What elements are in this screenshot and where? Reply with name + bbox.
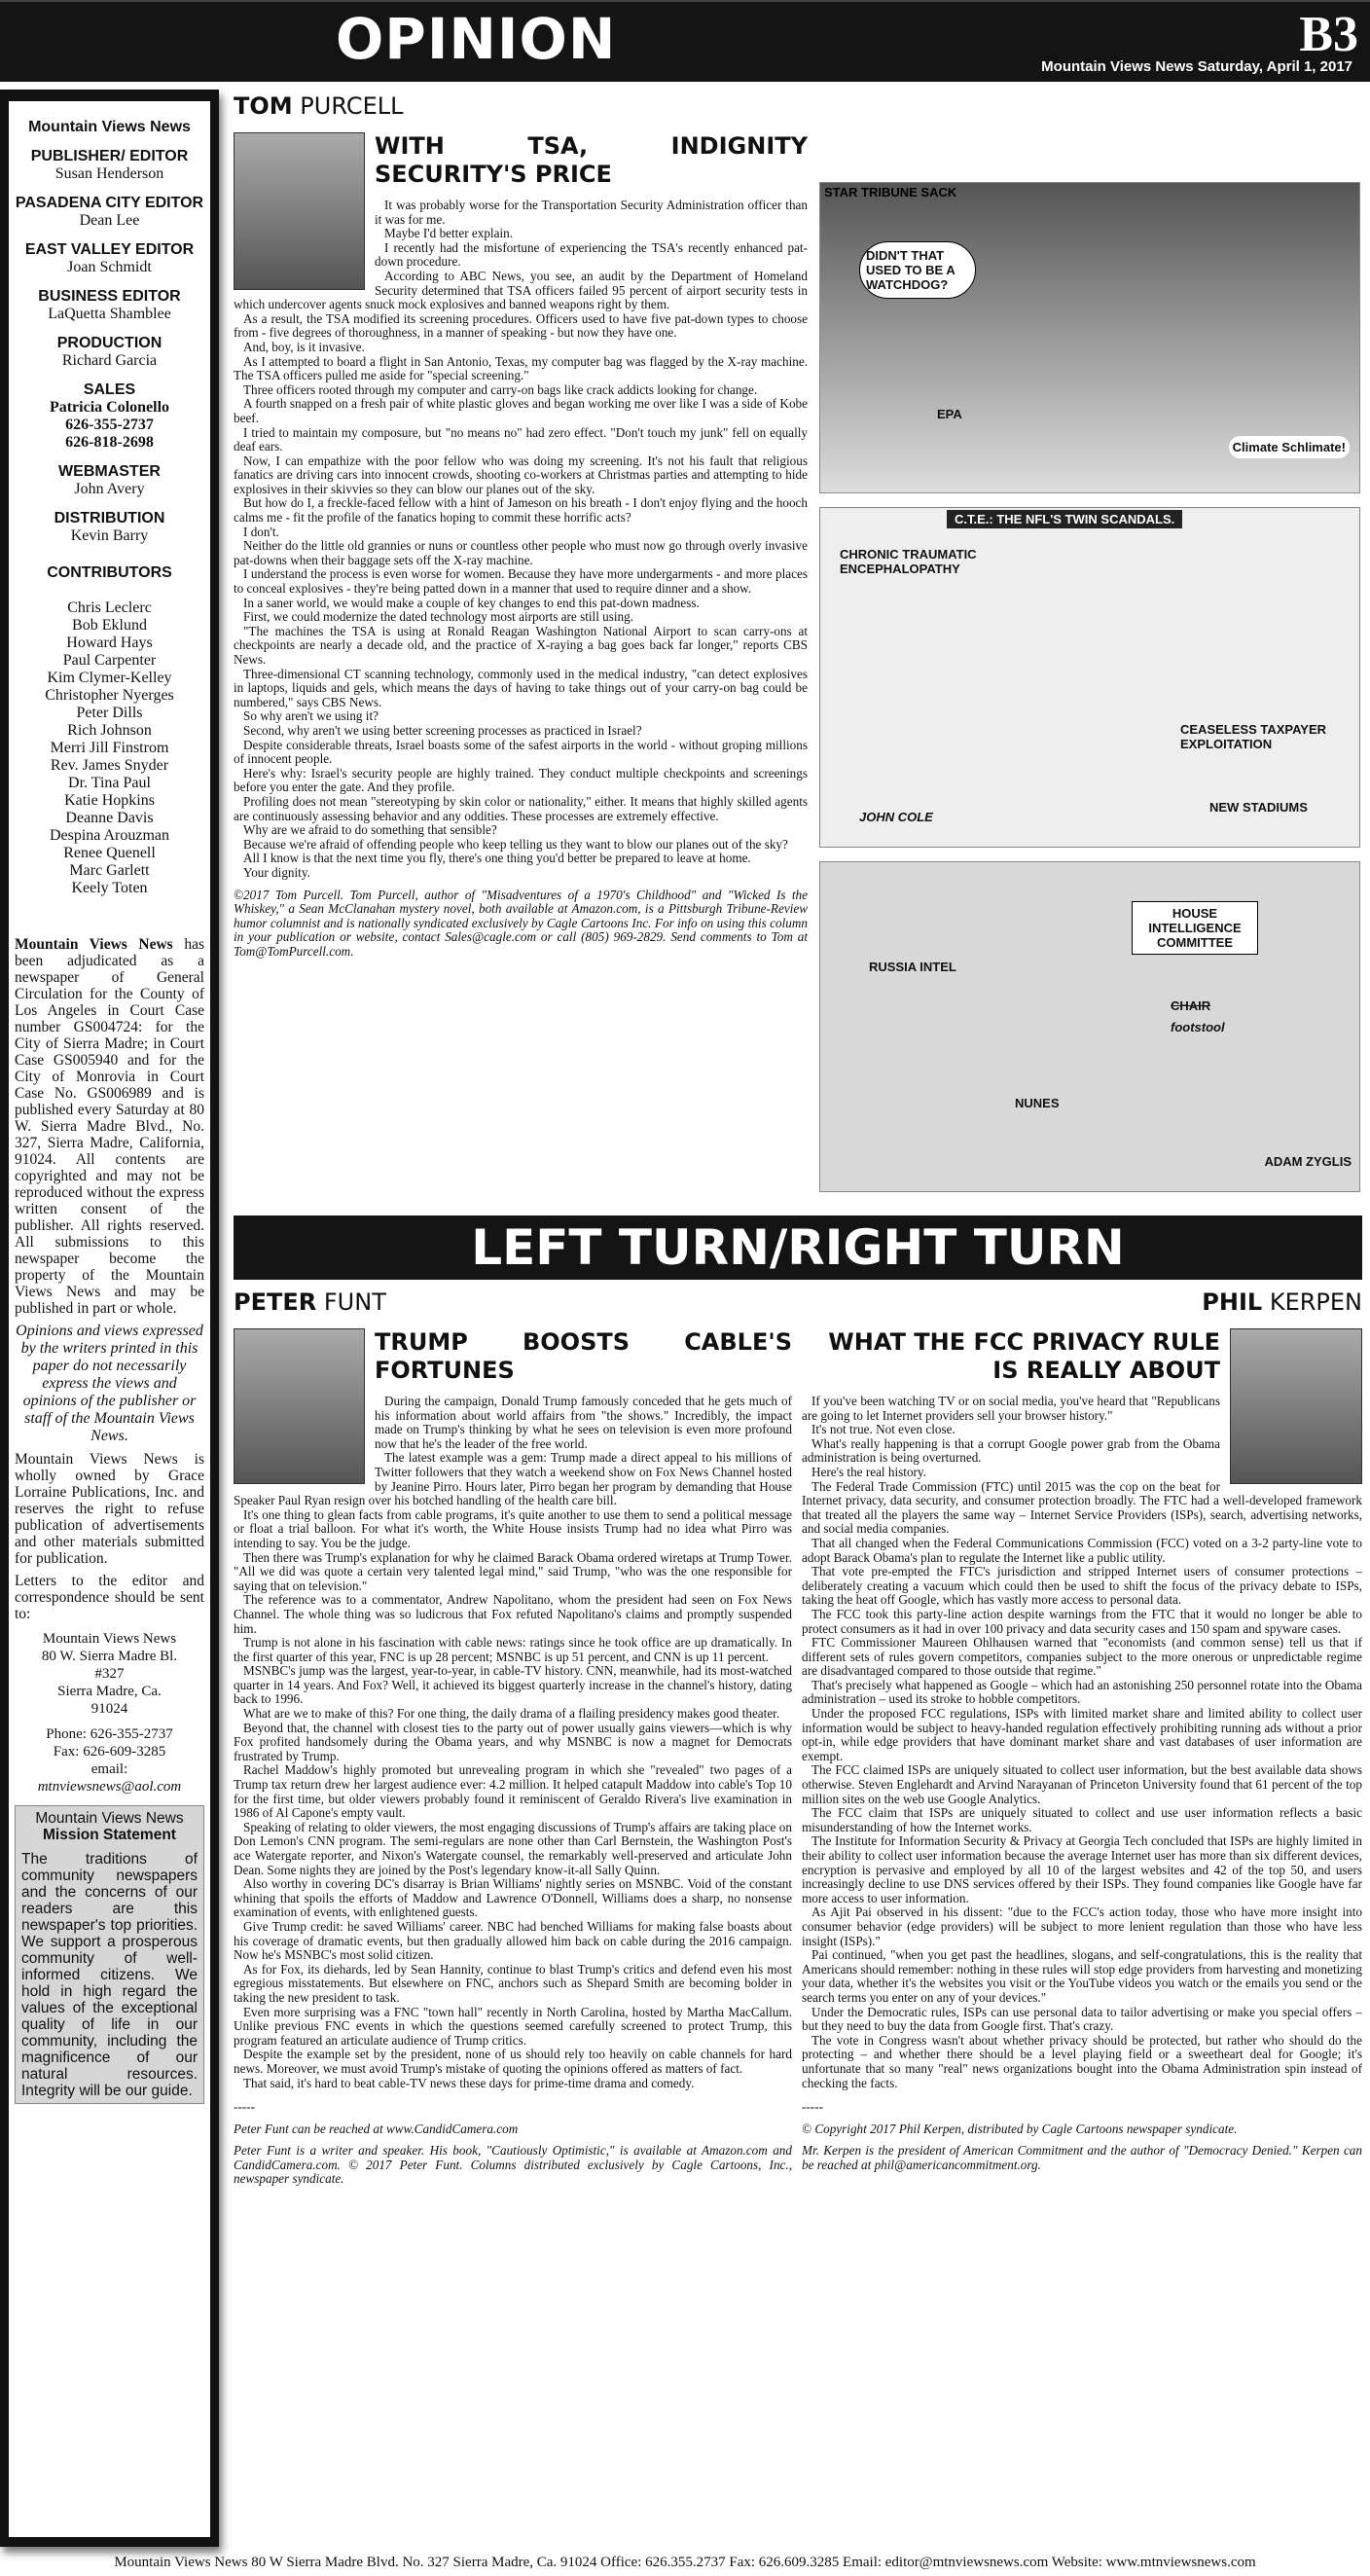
- paragraph: It was probably worse for the Transportation Security Administration officer than it was for me.: [375, 198, 808, 227]
- paragraph: That vote pre-empted the FTC's jurisdiction and stripped Internet users of consumer protections – deliberately creating a vacuum which could then be used to shift the focus of the privacy debate to ISPs, taking the heat off Google, which has vastly more access to personal data.: [802, 1564, 1362, 1608]
- paragraph: FTC Commissioner Maureen Ohlhausen warned that "economists (and common sense) tell us that if different sets of rules govern competitors, companies subject to the more onerous or unpredictable regime are disadvantaged compared to those outside that regime.": [802, 1635, 1362, 1679]
- top-section: [234, 90, 1362, 1206]
- kerpen-column: [802, 1286, 1362, 2172]
- mailing-address: [15, 1630, 204, 1718]
- staff-name: LaQuetta Shamblee: [48, 306, 171, 322]
- section-title: OPINION: [336, 6, 617, 72]
- editorial-cartoon-epa: [819, 182, 1360, 493]
- contributor-name: Renee Quenell: [63, 845, 156, 861]
- author-byline: [234, 90, 808, 123]
- adjudication-notice: [15, 936, 204, 1317]
- staff-name: 626-818-2698: [65, 434, 154, 451]
- cartoon-label: NUNES: [1015, 1096, 1060, 1110]
- paragraph: What are we to make of this? For one thing, the daily drama of a flailing presidency makes good theater.: [243, 1706, 780, 1722]
- paragraph: Three-dimensional CT scanning technology, commonly used in the medical industry, "can detect explosives in laptops, liquids and gels, which means the days of having to take things out of your carry-on bag could be numbered," says CBS News.: [234, 666, 808, 709]
- paragraph: The Institute for Information Security & Privacy at Georgia Tech concluded that ISPs are highly limited in their ability to collect user information because the average Internet user has more than six different devices, encryption is pervasive and employed by all 10 of the largest websites and 42 of the top 50, and users increasingly decline to use DNS services offered by their ISPs. They found companies like Google have far more access to user information.: [802, 1833, 1362, 1905]
- paragraph: The latest example was a gem: Trump made a direct appeal to his millions of Twitter followers that they watch a weekend show on Fox News Channel hosted by Jeanine Pirro. Hours later, Pirro began her program by demanding that House Speaker Paul Ryan resign over his botched handling of the health care bill.: [234, 1450, 792, 1508]
- address-line: #327: [94, 1666, 125, 1682]
- staff-role: SALES: [83, 381, 136, 398]
- paragraph: Give Trump credit: he saved Williams' career. NBC had benched Williams for making false boasts about his coverage of dramatic events, but then gradually allowed him back on cable during the 2016 campaign. Now he's MSNBC's most solid citizen.: [234, 1918, 792, 1963]
- staff-role: EAST VALLEY EDITOR: [24, 241, 195, 258]
- ownership-notice: Mountain Views News is wholly owned by Grace Lorraine Publications, Inc. and reserves the right to refuse publication of advertisements and other materials submitted for publication.: [15, 1451, 204, 1567]
- cartoon-column: [819, 90, 1360, 1206]
- staff-name: Richard Garcia: [61, 352, 158, 369]
- staff-name: Kevin Barry: [70, 527, 149, 544]
- staff-role: BUSINESS EDITOR: [38, 288, 181, 305]
- author-photo: [234, 1328, 365, 1484]
- paragraph: That's precisely what happened as Google – which had an astonishing 250 personnel rotate into the Obama administration – used its stroke to hobble competitors.: [802, 1677, 1362, 1707]
- cartoon-label: RUSSIA INTEL: [869, 960, 956, 974]
- headline: TRUMP BOOSTS CABLE'S FORTUNES: [375, 1328, 792, 1384]
- paragraph: Rachel Maddow's highly promoted but unrevealing program in which she "revealed" two pages of a Trump tax return drew her largest audience ever: 4.2 million. It helped catapult Maddow into cable's Top 10 for the first time, but older viewers probably found it reminiscent of Geraldo Rivera's live examination in 1986 of Al Capone's empty vault.: [234, 1762, 792, 1821]
- author-first: PETER: [234, 1288, 317, 1316]
- staff-role: DISTRIBUTION: [54, 510, 165, 526]
- headline: WHAT THE FCC PRIVACY RULE IS REALLY ABOUT: [828, 1328, 1220, 1384]
- mission-title: Mission Statement: [43, 1827, 176, 1843]
- paragraph: "The machines the TSA is using at Ronald Reagan Washington National Airport to scan carry-ons at checkpoints are nearly a decade old, and the practice of X-raying a bag goes back far longer," reports CBS News.: [234, 623, 808, 667]
- author-byline: [802, 1286, 1362, 1319]
- author-photo: [234, 132, 365, 290]
- author-last: KERPEN: [1269, 1288, 1362, 1316]
- paragraph: Your dignity.: [243, 864, 310, 880]
- staff-role: PRODUCTION: [56, 335, 162, 351]
- paragraph: Trump is not alone in his fascination with cable news: ratings since he took office are up dramatically. In the first quarter of this year, FNC is up 28 percent; MSNBC is up 51 percent, and CNN is up 11 percent.: [234, 1635, 792, 1664]
- cartoon-credit: ADAM ZYGLIS: [1264, 1154, 1352, 1169]
- cartoon-label: Climate Schlimate!: [1229, 436, 1350, 458]
- paragraph: The FCC claimed ISPs are uniquely situated to collect user information, but the best available data shows otherwise. Steven Englehardt and Arvind Narayanan of Princeton University found that 61 percent of the top million sites on the web use Google Analytics.: [802, 1762, 1362, 1806]
- article-body: [234, 132, 808, 959]
- phone: Phone: 626-355-2737: [46, 1726, 173, 1742]
- paragraph: I tried to maintain my composure, but "no means no" had zero effect. "Don't touch my junk" fell on equally deaf ears.: [234, 424, 808, 454]
- paragraph: The Federal Trade Commission (FTC) until 2015 was the cop on the beat for Internet privacy, data security, and consumer protection broadly. The FTC had a well-developed framework that treated all the players the same way – Internet Service Providers (ISPs), search, advertising networks, and social media companies.: [802, 1478, 1362, 1537]
- masthead-sidebar: [0, 90, 219, 2547]
- contributor-name: Christopher Nyerges: [45, 687, 174, 704]
- paragraph: The reference was to a commentator, Andrew Napolitano, whom the president had seen on Fox News Channel. The whole thing was so ludicrous that Fox refuted Napolitano's claims and promptly suspended him.: [234, 1592, 792, 1636]
- contributor-name: Dr. Tina Paul: [68, 775, 151, 791]
- contributor-name: Bob Eklund: [72, 617, 147, 634]
- paragraph: It's one thing to glean facts from cable programs, it's quite another to use them to send a political message or float a trial balloon. For what it's worth, the White House insists Trump had no idea what Pirro was intending to say. You be the judge.: [234, 1506, 792, 1550]
- cartoon-label: HOUSE INTELLIGENCE COMMITTEE: [1132, 901, 1258, 955]
- paragraph: Because we're afraid of offending people who keep telling us they want to blow our planes out of the sky?: [243, 836, 788, 852]
- paragraph: Now, I can empathize with the poor fellow who was doing my screening. It's not his fault that religious fanatics are driving cars into innocent crowds, shooting co-workers at Christmas parties and attempting to hide explosives in their skivvies so they can blow our planes out of the sky.: [234, 453, 808, 496]
- masthead-inner: [9, 101, 210, 2537]
- paragraph: During the campaign, Donald Trump famously conceded that he gets much of his information about world affairs from "the shows." Incredibly, the impact made on Trump's thinking by what he sees on television is even more profound now that he's the leader of the free world.: [375, 1394, 792, 1451]
- contact-info: [15, 1725, 204, 1796]
- contributors-list: [15, 599, 204, 897]
- page-number: B3: [1299, 7, 1358, 62]
- author-note: Mr. Kerpen is the president of American Commitment and the author of "Democracy Denied." Kerpen can be reached at phil@americancommitment.org.: [802, 2143, 1362, 2172]
- author-last: FUNT: [323, 1288, 386, 1316]
- contributor-name: Kim Clymer-Kelley: [47, 670, 172, 686]
- author-last: PURCELL: [300, 92, 404, 120]
- purcell-column: [234, 90, 808, 959]
- contributor-name: Howard Hays: [66, 635, 153, 651]
- author-photo: [1230, 1328, 1362, 1484]
- page-footer: Mountain Views News 80 W Sierra Madre Blvd. No. 327 Sierra Madre, Ca. 91024 Office: 626.355.2737 Fax: 626.609.3285 Email: editor@mtnviewsnews.com Website: www.mtnviewsnews.com: [114, 2555, 1256, 2570]
- paragraph: All I know is that the next time you fly, there's one thing you'd better be prepared to leave at home.: [243, 851, 751, 866]
- author-note: ©2017 Tom Purcell. Tom Purcell, author of "Misadventures of a 1970's Childhood" and "Wicked Is the Whiskey," a Sean McClanahan mystery novel, both available at Amazon.com, is a Pittsburgh Tribune-Review humor columnist and is nationally syndicated exclusively by Cagle Cartoons Inc. For info on using this column in your publication or website, contact Sales@cagle.com or call (805) 969-2829. Send comments to Tom at Tom@TomPurcell.com.: [234, 887, 808, 959]
- cartoon-title: C.T.E.: THE NFL'S TWIN SCANDALS.: [947, 510, 1182, 528]
- paragraph: MSNBC's jump was the largest, year-to-year, in cable-TV history. CNN, meanwhile, had its most-watched quarter in 14 years. And Fox? Well, it achieved its biggest quarterly increase in the channel's history, dating back to 1996.: [234, 1663, 792, 1707]
- paragraph: As for Fox, its diehards, led by Sean Hannity, continue to blast Trump's critics and defend even his most egregious misstatements. But elsewhere on FNC, anchors such as Shepard Smith are becoming bolder in taking the new president to task.: [234, 1961, 792, 2005]
- contributor-name: Katie Hopkins: [64, 792, 155, 809]
- cartoon-label: CHRONIC TRAUMATIC ENCEPHALOPATHY: [840, 547, 977, 576]
- author-first: TOM: [234, 92, 293, 120]
- staff-role: WEBMASTER: [58, 463, 161, 480]
- contributor-name: Rich Johnson: [67, 722, 152, 739]
- contributors-title: CONTRIBUTORS: [47, 564, 172, 581]
- paragraph: Here's why: Israel's security people are highly trained. They conduct multiple checkpoints and screenings before you enter the gate. And they profile.: [234, 765, 808, 795]
- paragraph: I don't.: [243, 524, 279, 539]
- paragraph: I understand the process is even worse for women. Because they have more undergarments - and more places to conceal explosives - they're being patted down in a manner that used to require dinner and a show.: [234, 566, 808, 597]
- paragraph: Why are we afraid to do something that sensible?: [243, 822, 497, 838]
- article-body: [234, 1328, 792, 2187]
- bottom-section: [234, 1286, 1362, 2187]
- paragraph: Three officers rooted through my computer and carry-on bags like crack addicts looking for change.: [243, 381, 758, 397]
- paragraph: I recently had the misfortune of experiencing the TSA's recently enhanced pat-down procedure.: [375, 239, 808, 270]
- address-line: 91024: [90, 1701, 128, 1717]
- paragraph: As I attempted to board a flight in San Antonio, Texas, my computer bag was flagged by the X-ray machine. The TSA officers pulled me aside for "special screening.": [234, 353, 808, 383]
- adjudication-text: has been adjudicated as a newspaper of General Circulation for the County of Los Angeles in Court Case number GS004724: for the City of Sierra Madre; in Court Case GS005940 and for the City of Monrovia in Court Case No. GS006989 and is published every Saturday at 80 W. Sierra Madre Blvd., No. 327, Sierra Madre, California, 91024. All contents are copyrighted and may not be reproduced without the express written consent of the publisher. All rights reserved. All submissions to this newspaper become the property of the Mountain Views News and may be published in part or whole.: [15, 936, 204, 1317]
- email-label: email:: [90, 1761, 128, 1777]
- editorial-cartoon-nunes: [819, 861, 1360, 1192]
- paragraph: Neither do the little old grannies or nuns or countless other people who must now go through overly invasive pat-downs when their baggage sets off the X-ray machine.: [234, 538, 808, 567]
- cartoon-label: footstool: [1171, 1020, 1225, 1034]
- dateline: Mountain Views News Saturday, April 1, 2017: [1041, 58, 1352, 75]
- paper-name-inline: Mountain Views News: [15, 936, 173, 953]
- funt-column: [234, 1286, 792, 2187]
- paragraph: Even more surprising was a FNC "town hall" recently in North Carolina, hosted by Martha MacCallum. Unlike previous FNC events in which the questions seemed carefully screened to protect Trump, this program featured an articulate audience of Trump critics.: [234, 2004, 792, 2048]
- headline: WITH TSA, INDIGNITY SECURITY'S PRICE: [375, 132, 808, 188]
- paragraph: The vote in Congress wasn't about whether privacy should be protected, but rather who should do the protecting – and whether there should be a level playing field or a sweetheart deal for Google; it's unfortunate that so many "real" news organizations bought into the Obama Administration spin instead of checking the facts.: [802, 2032, 1362, 2090]
- address-line: 80 W. Sierra Madre Bl.: [41, 1649, 178, 1664]
- letters-notice: Letters to the editor and correspondence should be sent to:: [15, 1573, 204, 1622]
- paragraph: Also worthy in covering DC's disarray is Brian Williams' nightly series on MSNBC. Void of the constant whining that spoils the efforts of Maddow and Lawrence O'Donnell, Williams does a sharp, no nonsense examination of events, with enlightened guests.: [234, 1876, 792, 1920]
- paragraph: Under the proposed FCC regulations, ISPs with limited market share and limited ability to collect user information would be subject to heavy-handed regulation effectively prohibiting running ads without a prior opt-in, while edge providers that have dominant market share and vast databases of user information are exempt.: [802, 1706, 1362, 1763]
- paragraph: That all changed when the Federal Communications Commission (FCC) voted on a 3-2 party-line vote to adopt Barack Obama's plan to regulate the Internet like a public utility.: [802, 1535, 1362, 1565]
- separator: -----: [234, 2099, 255, 2115]
- paragraph: Profiling does not mean "stereotyping by skin color or nationality," either. It means that highly skilled agents are continuously assessing behavior and any oddities. These processes are extremely effective.: [234, 793, 808, 823]
- author-note: Peter Funt can be reached at www.CandidCamera.com: [234, 2121, 519, 2136]
- mission-text: The traditions of community newspapers and the concerns of our readers are this newspaper's top priorities. We support a prosperous community of well-informed citizens. We hold in high regard the values of the exceptional quality of life in our community, including the magnificence of our natural resources. Integrity will be our guide.: [21, 1851, 198, 2099]
- contributor-name: Deanne Davis: [65, 810, 154, 826]
- paragraph: What's really happening is that a corrupt Google power grab from the Obama administration is being overturned.: [802, 1435, 1220, 1466]
- staff-name: Patricia Colonello: [49, 399, 170, 416]
- editorial-cartoon-nfl: [819, 507, 1360, 848]
- paragraph: If you've been watching TV or on social media, you've heard that "Republicans are going to let Internet providers sell your browser history.": [802, 1394, 1220, 1423]
- contributor-name: Despina Arouzman: [49, 827, 170, 844]
- paragraph: The FCC took this party-line action despite warnings from the FTC that it would no longer be able to protect consumers as it had in over 100 privacy and data security cases and 150 spam and spyware cases.: [802, 1606, 1362, 1636]
- contributor-name: Rev. James Snyder: [50, 757, 169, 774]
- paragraph: Here's the real history.: [811, 1464, 926, 1479]
- paragraph: And, boy, is it invasive.: [243, 339, 365, 354]
- contributor-name: Keely Toten: [71, 880, 148, 896]
- paragraph: Despite considerable threats, Israel boasts some of the safest airports in the world - without groping millions of innocent people.: [234, 737, 808, 767]
- author-byline: [234, 1286, 792, 1319]
- separator: -----: [802, 2099, 823, 2115]
- page-content: [0, 90, 1370, 2547]
- mission-paper: Mountain Views News: [35, 1810, 184, 1827]
- paragraph: Maybe I'd better explain.: [384, 226, 514, 241]
- cartoon-label: NEW STADIUMS: [1209, 800, 1308, 815]
- contributor-name: Merri Jill Finstrom: [50, 740, 169, 756]
- staff-name: Joan Schmidt: [67, 259, 152, 275]
- mission-statement: [15, 1805, 204, 2104]
- paragraph: Pai continued, "when you get past the headlines, slogans, and self-congratulations, this is the reality that Americans should remember: nothing in these rules will stop edge providers from harvesting and monetizing your data, whether it's the websites you visit or the YouTube videos you watch or the emails you send or the search terms you enter on any of your devices.": [802, 1947, 1362, 2005]
- page-header: [0, 0, 1370, 82]
- contributor-name: Marc Garlett: [69, 862, 150, 879]
- email-link[interactable]: mtnviewsnews@aol.com: [37, 1779, 182, 1795]
- staff-role: PASADENA CITY EDITOR: [15, 195, 204, 211]
- paragraph: As a result, the TSA modified its screening procedures. Officers used to have five pat-down types to choose from - five degrees of thoroughness, in a manner of speaking - but now they have one.: [234, 310, 808, 341]
- staff-name: Dean Lee: [79, 212, 140, 229]
- article-body: [802, 1328, 1362, 2172]
- section-banner: LEFT TURN/RIGHT TURN: [234, 1215, 1362, 1280]
- paragraph: In a saner world, we would make a couple of key changes to end this pat-down madness.: [243, 595, 700, 610]
- contributor-name: Chris Leclerc: [67, 599, 152, 616]
- paragraph: It's not true. Not even close.: [811, 1422, 955, 1437]
- cartoon-label: CHAIR: [1171, 998, 1211, 1013]
- paragraph: Speaking of relating to older viewers, the most engaging discussions of Trump's affairs are taking place on Don Lemon's CNN program. The semi-regulars are none other than Carl Bernstein, the Washington Post's ace Watergate reporter, and Nixon's Watergate counsel, the remarkably well-preserved and articulate John Dean. Some nights they are joined by the Post's legendary know-it-all Sally Quinn.: [234, 1819, 792, 1877]
- paragraph: According to ABC News, you see, an audit by the Department of Homeland Security determined that TSA officers failed 95 percent of airport security tests in which undercover agents snuck mock explosives and banned weapons right by them.: [234, 268, 808, 312]
- paragraph: But how do I, a freckle-faced fellow with a hint of Jameson on his breath - I don't enjoy flying and the hooch calms me - fit the profile of the fanatics hoping to commit these horrific acts?: [234, 495, 808, 526]
- author-note: Peter Funt is a writer and speaker. His book, "Cautiously Optimistic," is available at Amazon.com and CandidCamera.com. © 2017 Peter Funt. Columns distributed exclusively by Cagle Cartoons, Inc., newspaper syndicate.: [234, 2143, 792, 2187]
- paragraph: As Ajit Pai observed in his dissent: "due to the FCC's action today, those who have more insight into consumer behavior (edge providers) will be subject to more lenient regulation than those who have less insight (ISPs).": [802, 1905, 1362, 1948]
- address-line: Mountain Views News: [42, 1631, 177, 1647]
- paragraph: So why aren't we using it?: [243, 708, 379, 724]
- author-note: © Copyright 2017 Phil Kerpen, distributed by Cagle Cartoons newspaper syndicate.: [802, 2121, 1238, 2136]
- cartoon-credit: STAR TRIBUNE SACK: [824, 185, 957, 200]
- speech-bubble: DIDN'T THAT USED TO BE A WATCHDOG?: [859, 241, 976, 299]
- staff-name: John Avery: [74, 481, 145, 497]
- contributor-name: Paul Carpenter: [62, 652, 157, 669]
- staff-name: 626-355-2737: [65, 417, 154, 433]
- paper-name: Mountain Views News: [28, 119, 191, 135]
- author-first: PHIL: [1202, 1288, 1263, 1316]
- contributor-name: Peter Dills: [76, 705, 143, 721]
- paragraph: Under the Democratic rules, ISPs can use personal data to tailor advertising or make you special offers – but they need to buy the data from Google first. That's crazy.: [802, 2004, 1362, 2034]
- staff-list: [15, 148, 204, 545]
- main-content: [234, 90, 1362, 2187]
- disclaimer: Opinions and views expressed by the writers printed in this paper do not necessarily express the views and opinions of the publisher or staff of the Mountain Views News.: [16, 1323, 203, 1444]
- paragraph: Beyond that, the channel with closest ties to the party out of power usually gains viewers—which is why Fox profited handsomely during the Obama years, and why MSNBC is now a magnet for Democrats frustrated by Trump.: [234, 1720, 792, 1763]
- fax: Fax: 626-609-3285: [53, 1744, 166, 1760]
- address-line: Sierra Madre, Ca.: [57, 1684, 162, 1699]
- staff-role: PUBLISHER/ EDITOR: [30, 148, 189, 164]
- paragraph: A fourth snapped on a fresh pair of white plastic gloves and began working me over like I was a side of Kobe beef.: [234, 396, 808, 425]
- cartoon-credit: JOHN COLE: [859, 810, 933, 824]
- paragraph: That said, it's hard to beat cable-TV news these days for prime-time drama and comedy.: [243, 2075, 695, 2090]
- staff-name: Susan Henderson: [54, 165, 164, 182]
- paragraph: Then there was Trump's explanation for why he claimed Barack Obama ordered wiretaps at Trump Tower. "All we did was quote a certain very talented legal mind," said Trump, "who was the one responsible for saying that on television.": [234, 1549, 792, 1593]
- cartoon-label: CEASELESS TAXPAYER EXPLOITATION: [1180, 722, 1327, 751]
- paragraph: Despite the example set by the president, none of us should rely too heavily on cable channels for hard news. Moreover, we must avoid Trump's mistake of quoting the opinions offered as matters of fact.: [234, 2047, 792, 2076]
- paragraph: The FCC claim that ISPs are uniquely situated to collect and use user information reflects a basic misunderstanding of how the Internet works.: [802, 1805, 1362, 1834]
- cartoon-label: EPA: [937, 407, 962, 421]
- paragraph: First, we could modernize the dated technology most airports are still using.: [243, 609, 634, 625]
- paragraph: Second, why aren't we using better screening processes as practiced in Israel?: [243, 722, 642, 738]
